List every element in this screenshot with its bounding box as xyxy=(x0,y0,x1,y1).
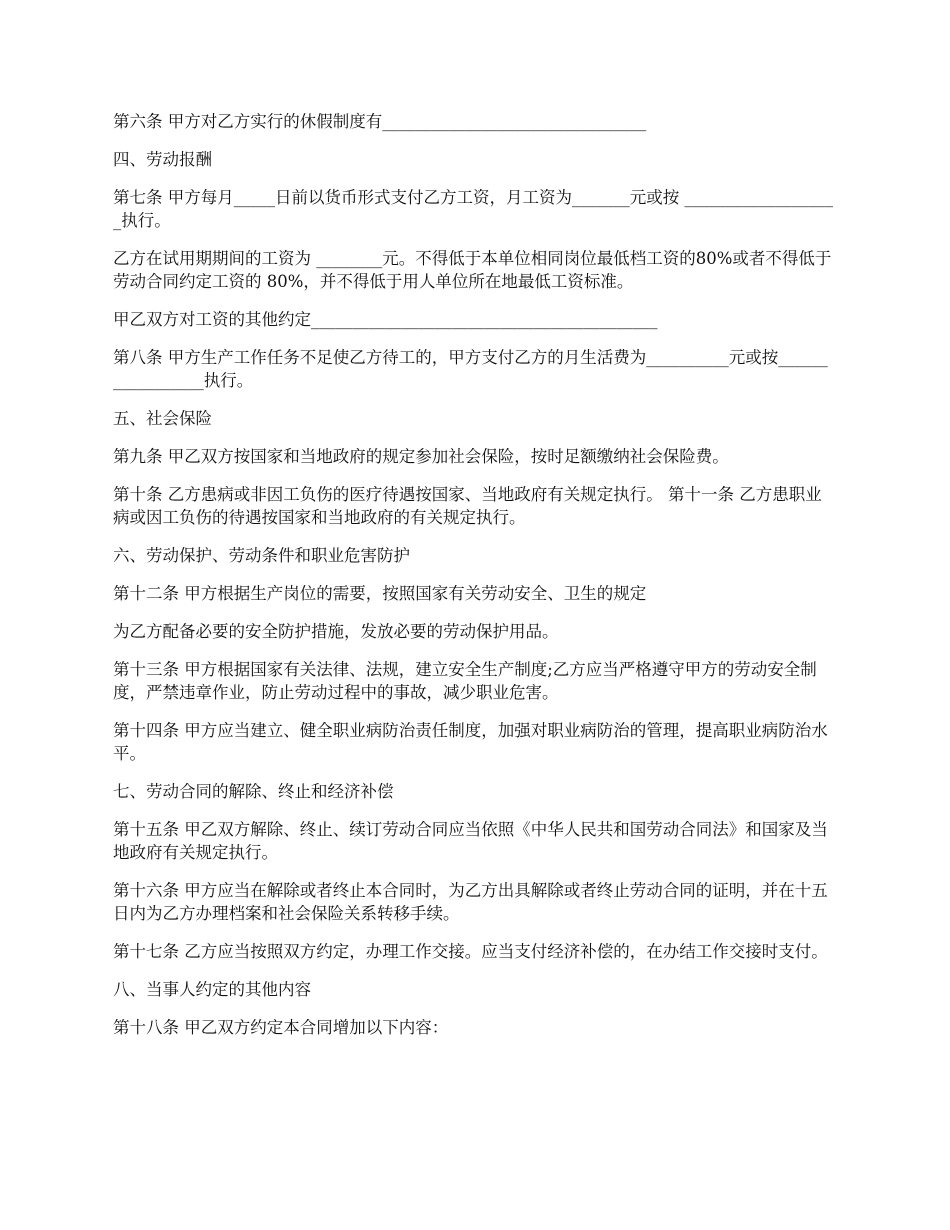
section-4-heading-remuneration: 四、劳动报酬 xyxy=(113,150,212,169)
article-7-wage-payment: 第七条 甲方每月_____日前以货币形式支付乙方工资，月工资为_______元或按 ___________________执行。 xyxy=(113,188,833,230)
section-8-heading-other-terms: 八、当事人约定的其他内容 xyxy=(113,980,311,999)
section-6-heading-labor-protection: 六、劳动保护、劳动条件和职业危害防护 xyxy=(113,546,410,565)
section-7-heading-termination: 七、劳动合同的解除、终止和经济补偿 xyxy=(113,782,394,801)
article-12-protective-equipment: 为乙方配备必要的安全防护措施，发放必要的劳动保护用品。 xyxy=(113,622,559,641)
article-6-rest-system: 第六条 甲方对乙方实行的休假制度有________________________________ xyxy=(113,112,647,131)
article-8-living-allowance: 第八条 甲方生产工作任务不足使乙方待工的，甲方支付乙方的月生活费为__________元或按_________________执行。 xyxy=(113,348,828,390)
article-17-handover: 第十七条 乙方应当按照双方约定，办理工作交接。应当支付经济补偿的，在办结工作交接时支付。 xyxy=(113,942,828,961)
article-12-safety-regulations: 第十二条 甲方根据生产岗位的需要，按照国家有关劳动安全、卫生的规定 xyxy=(113,584,647,603)
article-14-occupational-disease: 第十四条 甲方应当建立、健全职业病防治责任制度，加强对职业病防治的管理，提高职业病防治水平。 xyxy=(113,721,828,763)
article-18-additional-content: 第十八条 甲乙双方约定本合同增加以下内容： xyxy=(113,1018,449,1037)
section-5-heading-social-insurance: 五、社会保险 xyxy=(113,409,212,428)
article-10-11-medical-treatment: 第十条 乙方患病或非因工负伤的医疗待遇按国家、当地政府有关规定执行。 第十一条 乙方患职业病或因工负伤的待遇按国家和当地政府的有关规定执行。 xyxy=(113,485,822,527)
article-9-social-insurance: 第九条 甲乙双方按国家和当地政府的规定参加社会保险，按时足额缴纳社会保险费。 xyxy=(113,447,729,466)
document-page xyxy=(113,100,835,1054)
probation-wage-paragraph: 乙方在试用期期间的工资为 ________元。不得低于本单位相同岗位最低档工资的80%或者不得低于劳动合同约定工资的 80%，并不得低于用人单位所在地最低工资标准。 xyxy=(113,249,832,291)
article-13-safety-system: 第十三条 甲方根据国家有关法律、法规，建立安全生产制度;乙方应当严格遵守甲方的劳动安全制度，严禁违章作业，防止劳动过程中的事故，减少职业危害。 xyxy=(113,660,817,702)
article-15-termination-law: 第十五条 甲乙双方解除、终止、续订劳动合同应当依照《中华人民共和国劳动合同法》和国家及当地政府有关规定执行。 xyxy=(113,820,828,862)
article-16-termination-certificate: 第十六条 甲方应当在解除或者终止本合同时，为乙方出具解除或者终止劳动合同的证明，并在十五日内为乙方办理档案和社会保险关系转移手续。 xyxy=(113,881,828,923)
other-wage-agreement: 甲乙双方对工资的其他约定__________________________________________ xyxy=(113,310,658,329)
